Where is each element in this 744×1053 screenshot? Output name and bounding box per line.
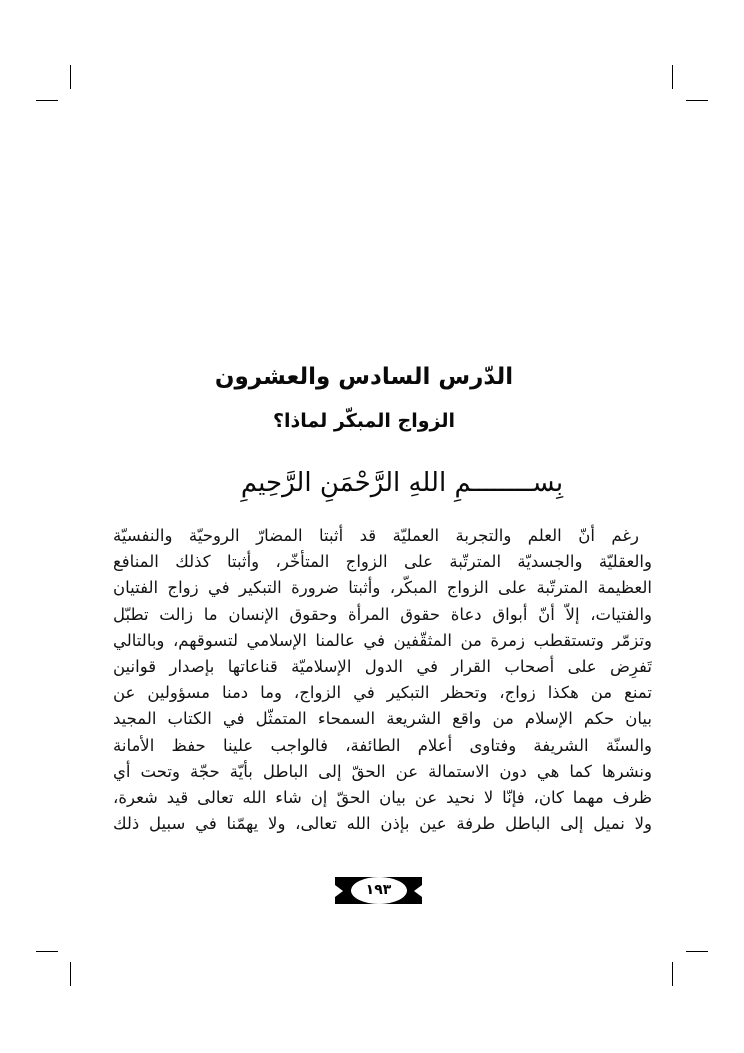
crop-mark-bottom-left-vertical: [70, 962, 72, 986]
body-line: والفتيات، إلاّ أنّ أبواق دعاة حقوق المرأة وحقوق الإنسان ما زالت تطبّل: [113, 604, 652, 624]
body-line: والعقليّة والجسديّة المترتّبة على الزواج المتأخّر، وأثبتا كذلك المنافع: [113, 552, 652, 572]
lesson-title: الدّرس السادس والعشرون: [214, 364, 514, 390]
body-line: تَفرِض على أصحاب القرار في الدول الإسلاميّة قناعاتها بإصدار قوانين: [113, 656, 652, 676]
crop-mark-bottom-left-horizontal: [36, 951, 58, 953]
page-number-oval: [351, 877, 407, 904]
page-number-right-notch-icon: [414, 885, 422, 897]
paragraph: [113, 523, 652, 837]
crop-mark-top-right-horizontal: [686, 100, 708, 102]
body-line: وتزمّر وتستقطب زمرة من المثقّفين في عالمنا الإسلامي لتسوقهم، وبالتالي: [113, 630, 652, 650]
basmala-calligraphy: بِســــــــمِ اللهِ الرَّحْمَنِ الرَّحِيمِ: [240, 468, 564, 498]
page-number-box: [335, 877, 422, 904]
body-line: رغم أنّ العلم والتجربة العمليّة قد أثبتا المضارّ الروحيّة والنفسيّة: [113, 526, 639, 545]
body-line: ظرف مهما كان، فإنّا لا نحيد عن بيان الحقّ إن شاء الله تعالى قيد شعرة،: [113, 787, 652, 807]
page-number: ١٩٣: [365, 882, 392, 898]
body-line: ونشرها كما هي دون الاستمالة عن الحقّ إلى الباطل بأيّة حجّة وتحت أي: [113, 761, 652, 781]
body-line: والسنّة الشريفة وفتاوى أعلام الطائفة، فالواجب علينا حفظ الأمانة: [113, 735, 652, 755]
crop-mark-bottom-right-horizontal: [686, 951, 708, 953]
crop-mark-bottom-right-vertical: [672, 962, 674, 986]
body-line: ولا نميل إلى الباطل طرفة عين بإذن الله تعالى، ولا يهمّنا في سبيل ذلك: [113, 814, 652, 834]
body-line: تمنع من هكذا زواج، وتحظر التبكير في الزواج، وما دمنا مسؤولين عن: [113, 683, 652, 703]
crop-mark-top-left-vertical: [70, 65, 72, 89]
body-line: العظيمة المترتّبة على الزواج المبكّر، وأثبتا ضرورة التبكير في زواج الفتيان: [113, 578, 652, 598]
crop-mark-top-right-vertical: [672, 65, 674, 89]
crop-mark-top-left-horizontal: [36, 100, 58, 102]
lesson-subtitle: الزواج المبكّر لماذا؟: [272, 410, 455, 432]
body-line: بيان حكم الإسلام من واقع الشريعة السمحاء المتمثّل في الكتاب المجيد: [113, 709, 652, 729]
page-number-left-notch-icon: [335, 885, 343, 897]
